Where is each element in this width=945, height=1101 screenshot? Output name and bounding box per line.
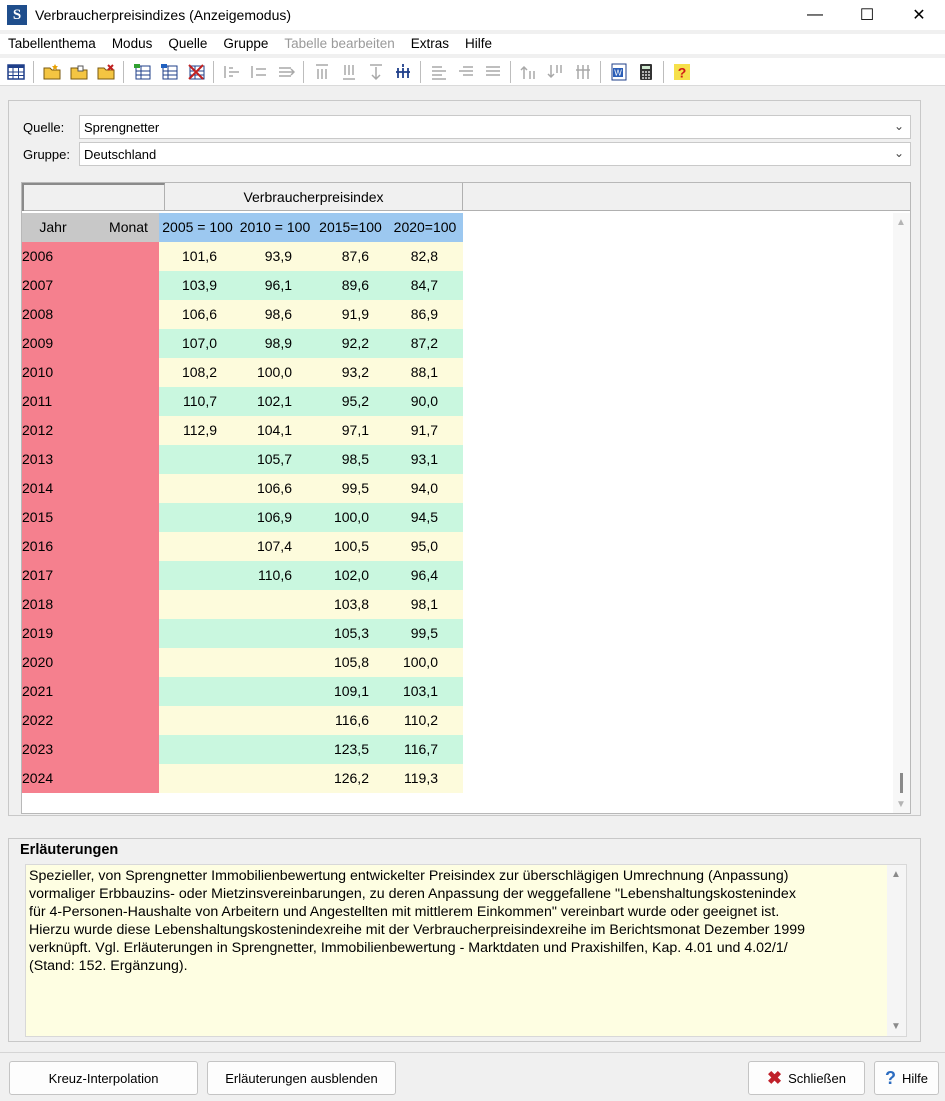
value-cell-2015[interactable]: 89,6 bbox=[341, 277, 369, 293]
group-label: Gruppe: bbox=[23, 146, 70, 162]
svg-text:?: ? bbox=[677, 64, 686, 80]
value-cell-2015[interactable]: 92,2 bbox=[341, 335, 369, 351]
table-row[interactable] bbox=[22, 503, 463, 532]
value-cell-2010[interactable]: 106,9 bbox=[256, 509, 292, 525]
delete-column-icon bbox=[275, 61, 297, 83]
value-cell-2015[interactable]: 102,0 bbox=[333, 567, 369, 583]
table-row[interactable] bbox=[22, 619, 463, 648]
value-cell-2015[interactable]: 95,2 bbox=[341, 393, 369, 409]
value-cell-2010[interactable] bbox=[236, 648, 314, 677]
year-cell[interactable]: 2014 bbox=[22, 474, 159, 503]
value-cell-2020[interactable]: 95,0 bbox=[410, 538, 438, 554]
move-up-icon bbox=[518, 61, 540, 83]
value-cell-2010[interactable]: 104,1 bbox=[256, 422, 292, 438]
table-row[interactable] bbox=[22, 358, 463, 387]
value-cell-2005[interactable] bbox=[159, 474, 236, 503]
value-cell-2005[interactable] bbox=[159, 677, 236, 706]
explanation-text: Spezieller, von Sprengnetter Immobilienbewertung entwickelter Preisindex zur überschlägigen Umrechnung (Anpassung) vormaliger Erbbauzins- oder Mietzinsvereinbarungen, zu deren Anpassung der weggefallene "Lebenshaltungskostenindex für 4-Personen-Haushalte von Arbeitern und Angestellten mit mittlerem Einkommen" vereinbart wurde oder geeignet ist. Hierzu wurde diese Lebenshaltungskostenindexreihe mit der Verbraucherpreisindexreihe im Berichtsmonat Dezember 1999 verknüpft. Vgl. Erläuterungen in Sprengnetter, Immobilienbewertung - Marktdaten und Praxishilfen, Kap. 4.01 und 4.02/1/ (Stand: 152. Ergänzung). bbox=[29, 868, 806, 974]
table-row[interactable] bbox=[22, 648, 463, 677]
table-row[interactable] bbox=[22, 271, 463, 300]
sort-icon bbox=[572, 61, 594, 83]
menu-tabellenthema[interactable]: Tabellenthema bbox=[8, 36, 96, 51]
insert-row-below-icon bbox=[338, 61, 360, 83]
delete-folder-icon[interactable] bbox=[95, 61, 117, 83]
close-button[interactable] bbox=[748, 1061, 865, 1095]
year-cell[interactable]: 2022 bbox=[22, 706, 159, 735]
word-export-icon[interactable] bbox=[608, 61, 630, 83]
open-folder-icon[interactable] bbox=[68, 61, 90, 83]
value-cell-2020[interactable]: 84,7 bbox=[410, 277, 438, 293]
source-label: Quelle: bbox=[23, 119, 65, 135]
year-cell[interactable]: 2019 bbox=[22, 619, 159, 648]
year-cell[interactable]: 2006 bbox=[22, 242, 159, 271]
delete-row-icon bbox=[365, 61, 387, 83]
table-row[interactable] bbox=[22, 677, 463, 706]
scroll-up-icon[interactable]: ▲ bbox=[896, 217, 906, 228]
year-cell[interactable]: 2013 bbox=[22, 445, 159, 474]
table-row[interactable] bbox=[22, 590, 463, 619]
year-cell[interactable]: 2023 bbox=[22, 735, 159, 764]
main-panel bbox=[8, 100, 921, 816]
chevron-down-icon: ⌄ bbox=[893, 146, 904, 160]
help-icon[interactable] bbox=[671, 61, 693, 83]
value-cell-2010[interactable]: 106,6 bbox=[256, 480, 292, 496]
value-cell-2010[interactable]: 93,9 bbox=[264, 248, 292, 264]
new-folder-icon[interactable] bbox=[41, 61, 63, 83]
question-icon: ? bbox=[884, 1067, 896, 1088]
source-value: Sprengnetter bbox=[84, 119, 160, 135]
value-cell-2005[interactable]: 107,0 bbox=[181, 335, 217, 351]
toolbar-separator bbox=[123, 61, 124, 83]
value-cell-2020[interactable]: 93,1 bbox=[410, 451, 438, 467]
toolbar-separator bbox=[510, 61, 511, 83]
value-cell-2020[interactable]: 94,0 bbox=[410, 480, 438, 496]
column-header-month[interactable]: Monat bbox=[84, 213, 159, 242]
table-row[interactable] bbox=[22, 706, 463, 735]
insert-table-icon[interactable] bbox=[131, 61, 153, 83]
value-cell-2010[interactable]: 110,6 bbox=[258, 567, 292, 583]
column-header-2010[interactable]: 2010 = 100 bbox=[236, 213, 314, 242]
value-cell-2020[interactable]: 116,7 bbox=[404, 741, 438, 757]
year-cell[interactable]: 2011 bbox=[22, 387, 159, 416]
align-justify-icon bbox=[482, 61, 504, 83]
value-cell-2010[interactable] bbox=[236, 590, 314, 619]
hide-explanations-label: Erläuterungen ausblenden bbox=[225, 1070, 378, 1086]
close-x-icon: ✖ bbox=[767, 1067, 783, 1088]
value-cell-2010[interactable] bbox=[236, 706, 314, 735]
title-bar bbox=[0, 0, 945, 30]
value-cell-2015[interactable]: 97,1 bbox=[341, 422, 369, 438]
toolbar-separator bbox=[600, 61, 601, 83]
value-cell-2015[interactable]: 116,6 bbox=[335, 712, 369, 728]
value-cell-2020[interactable]: 98,1 bbox=[410, 596, 438, 612]
toolbar bbox=[0, 58, 945, 86]
value-cell-2020[interactable]: 100,0 bbox=[402, 654, 438, 670]
menu-bar bbox=[0, 34, 945, 54]
toolbar-separator bbox=[663, 61, 664, 83]
toolbar-separator bbox=[213, 61, 214, 83]
table-row[interactable] bbox=[22, 242, 463, 271]
toolbar-separator bbox=[303, 61, 304, 83]
year-cell[interactable]: 2017 bbox=[22, 561, 159, 590]
value-cell-2020[interactable]: 110,2 bbox=[404, 712, 438, 728]
value-cell-2005[interactable] bbox=[159, 648, 236, 677]
value-cell-2005[interactable]: 101,6 bbox=[181, 248, 217, 264]
explanation-scrollbar[interactable] bbox=[887, 865, 906, 1036]
menu-modus[interactable]: Modus bbox=[111, 36, 153, 51]
toolbar-separator bbox=[33, 61, 34, 83]
value-cell-2005[interactable] bbox=[159, 706, 236, 735]
value-cell-2005[interactable] bbox=[159, 532, 236, 561]
group-header-row bbox=[22, 183, 910, 211]
value-cell-2020[interactable]: 91,7 bbox=[410, 422, 438, 438]
value-cell-2010[interactable] bbox=[236, 677, 314, 706]
explanation-title: Erläuterungen bbox=[20, 842, 119, 858]
year-cell[interactable]: 2007 bbox=[22, 271, 159, 300]
value-cell-2015[interactable]: 105,8 bbox=[333, 654, 369, 670]
group-select[interactable] bbox=[79, 142, 911, 166]
column-header-row bbox=[22, 213, 463, 242]
app-icon: S bbox=[7, 5, 27, 25]
value-cell-2005[interactable]: 108,2 bbox=[181, 364, 217, 380]
value-cell-2015[interactable]: 103,8 bbox=[333, 596, 369, 612]
help-label: Hilfe bbox=[901, 1070, 928, 1086]
menu-extras[interactable]: Extras bbox=[410, 36, 450, 51]
column-header-2020[interactable]: 2020=100 bbox=[387, 213, 463, 242]
data-table[interactable] bbox=[21, 182, 911, 814]
value-cell-2010[interactable]: 98,6 bbox=[264, 306, 292, 322]
svg-text:W: W bbox=[613, 68, 622, 77]
value-cell-2010[interactable]: 98,9 bbox=[264, 335, 292, 351]
cross-interpolation-label: Kreuz-Interpolation bbox=[48, 1070, 159, 1086]
value-cell-2005[interactable]: 112,9 bbox=[183, 422, 217, 438]
value-cell-2010[interactable] bbox=[236, 764, 314, 793]
value-cell-2010[interactable] bbox=[236, 735, 314, 764]
group-row bbox=[23, 142, 81, 166]
scroll-down-icon[interactable]: ▼ bbox=[896, 799, 906, 810]
column-header-2015[interactable]: 2015=100 bbox=[314, 213, 387, 242]
delete-table-icon[interactable] bbox=[185, 61, 207, 83]
value-cell-2020[interactable]: 94,5 bbox=[410, 509, 438, 525]
table-row[interactable] bbox=[22, 735, 463, 764]
value-cell-2020[interactable]: 88,1 bbox=[410, 364, 438, 380]
table-row[interactable] bbox=[22, 387, 463, 416]
value-cell-2020[interactable]: 90,0 bbox=[410, 393, 438, 409]
table-row[interactable] bbox=[22, 416, 463, 445]
menu-tabelle-bearbeiten: Tabelle bearbeiten bbox=[284, 36, 395, 51]
value-cell-2005[interactable]: 110,7 bbox=[183, 393, 217, 409]
cross-interpolation-button[interactable] bbox=[9, 1061, 198, 1095]
value-cell-2020[interactable]: 87,2 bbox=[410, 335, 438, 351]
scroll-up-icon[interactable]: ▲ bbox=[891, 869, 901, 880]
move-down-icon bbox=[545, 61, 567, 83]
align-right-icon bbox=[455, 61, 477, 83]
year-cell[interactable]: 2016 bbox=[22, 532, 159, 561]
value-cell-2020[interactable]: 119,3 bbox=[404, 770, 438, 786]
value-cell-2015[interactable]: 87,6 bbox=[341, 248, 369, 264]
menu-gruppe[interactable]: Gruppe bbox=[223, 36, 269, 51]
window-title: Verbraucherpreisindizes (Anzeigemodus) bbox=[35, 7, 292, 23]
year-cell[interactable]: 2020 bbox=[22, 648, 159, 677]
value-cell-2020[interactable]: 96,4 bbox=[410, 567, 438, 583]
value-cell-2010[interactable]: 107,4 bbox=[256, 538, 292, 554]
value-cell-2015[interactable]: 93,2 bbox=[341, 364, 369, 380]
value-cell-2005[interactable] bbox=[159, 503, 236, 532]
value-cell-2010[interactable] bbox=[236, 619, 314, 648]
year-cell[interactable]: 2009 bbox=[22, 329, 159, 358]
value-cell-2015[interactable]: 123,5 bbox=[333, 741, 369, 757]
value-cell-2005[interactable] bbox=[159, 590, 236, 619]
column-header-2005[interactable]: 2005 = 100 bbox=[159, 213, 236, 242]
maximize-button[interactable]: ☐ bbox=[859, 7, 875, 24]
year-cell[interactable]: 2021 bbox=[22, 677, 159, 706]
value-cell-2020[interactable]: 99,5 bbox=[410, 625, 438, 641]
year-cell[interactable]: 2008 bbox=[22, 300, 159, 329]
value-cell-2005[interactable]: 106,6 bbox=[181, 306, 217, 322]
year-cell[interactable]: 2018 bbox=[22, 590, 159, 619]
group-value: Deutschland bbox=[84, 146, 157, 162]
source-select[interactable] bbox=[79, 115, 911, 139]
menu-quelle[interactable]: Quelle bbox=[168, 36, 208, 51]
value-cell-2005[interactable] bbox=[159, 561, 236, 590]
align-left-icon bbox=[428, 61, 450, 83]
table-row[interactable] bbox=[22, 532, 463, 561]
minimize-button[interactable]: — bbox=[807, 6, 823, 23]
insert-column-right-icon bbox=[248, 61, 270, 83]
bottom-separator bbox=[0, 1052, 945, 1053]
value-cell-2010[interactable]: 100,0 bbox=[256, 364, 292, 380]
value-cell-2005[interactable] bbox=[159, 445, 236, 474]
year-cell[interactable]: 2010 bbox=[22, 358, 159, 387]
table-icon[interactable] bbox=[5, 61, 27, 83]
window-controls bbox=[789, 0, 945, 30]
insert-column-left-icon bbox=[221, 61, 243, 83]
help-button[interactable] bbox=[874, 1061, 939, 1095]
source-row bbox=[23, 115, 81, 139]
value-cell-2010[interactable]: 102,1 bbox=[256, 393, 292, 409]
value-cell-2010[interactable]: 96,1 bbox=[264, 277, 292, 293]
value-cell-2015[interactable]: 105,3 bbox=[333, 625, 369, 641]
row-split-icon[interactable] bbox=[392, 61, 414, 83]
value-cell-2005[interactable] bbox=[159, 735, 236, 764]
value-cell-2015[interactable]: 126,2 bbox=[333, 770, 369, 786]
close-window-button[interactable]: ✕ bbox=[912, 7, 926, 24]
value-cell-2015[interactable]: 98,5 bbox=[341, 451, 369, 467]
table-row[interactable] bbox=[22, 445, 463, 474]
copy-table-icon[interactable] bbox=[158, 61, 180, 83]
value-cell-2015[interactable]: 91,9 bbox=[341, 306, 369, 322]
value-cell-2015[interactable]: 100,0 bbox=[333, 509, 369, 525]
value-cell-2010[interactable]: 105,7 bbox=[256, 451, 292, 467]
year-cell[interactable]: 2012 bbox=[22, 416, 159, 445]
table-scrollbar[interactable] bbox=[893, 213, 910, 813]
value-cell-2005[interactable] bbox=[159, 619, 236, 648]
table-row[interactable] bbox=[22, 300, 463, 329]
close-label: Schließen bbox=[788, 1070, 846, 1086]
value-cell-2015[interactable]: 109,1 bbox=[333, 683, 369, 699]
chevron-down-icon: ⌄ bbox=[893, 119, 904, 133]
value-cell-2005[interactable] bbox=[159, 764, 236, 793]
table-row[interactable] bbox=[22, 329, 463, 358]
value-cell-2020[interactable]: 86,9 bbox=[410, 306, 438, 322]
group-header-corner bbox=[22, 183, 165, 211]
value-cell-2020[interactable]: 82,8 bbox=[410, 248, 438, 264]
scroll-down-icon[interactable]: ▼ bbox=[891, 1021, 901, 1032]
group-header-vpi: Verbraucherpreisindex bbox=[165, 183, 463, 211]
year-cell[interactable]: 2015 bbox=[22, 503, 159, 532]
value-cell-2015[interactable]: 100,5 bbox=[333, 538, 369, 554]
value-cell-2015[interactable]: 99,5 bbox=[341, 480, 369, 496]
explanation-box bbox=[25, 864, 907, 1037]
table-body bbox=[22, 242, 463, 793]
year-cell[interactable]: 2024 bbox=[22, 764, 159, 793]
hide-explanations-button[interactable] bbox=[207, 1061, 396, 1095]
toolbar-separator bbox=[420, 61, 421, 83]
table-row[interactable] bbox=[22, 764, 463, 793]
value-cell-2005[interactable]: 103,9 bbox=[181, 277, 217, 293]
calculator-icon[interactable] bbox=[635, 61, 657, 83]
menu-hilfe[interactable]: Hilfe bbox=[465, 36, 493, 51]
value-cell-2020[interactable]: 103,1 bbox=[402, 683, 438, 699]
scrollbar-thumb[interactable] bbox=[900, 773, 903, 793]
insert-row-above-icon bbox=[311, 61, 333, 83]
table-row[interactable] bbox=[22, 561, 463, 590]
column-header-year[interactable]: Jahr bbox=[22, 213, 84, 242]
table-row[interactable] bbox=[22, 474, 463, 503]
